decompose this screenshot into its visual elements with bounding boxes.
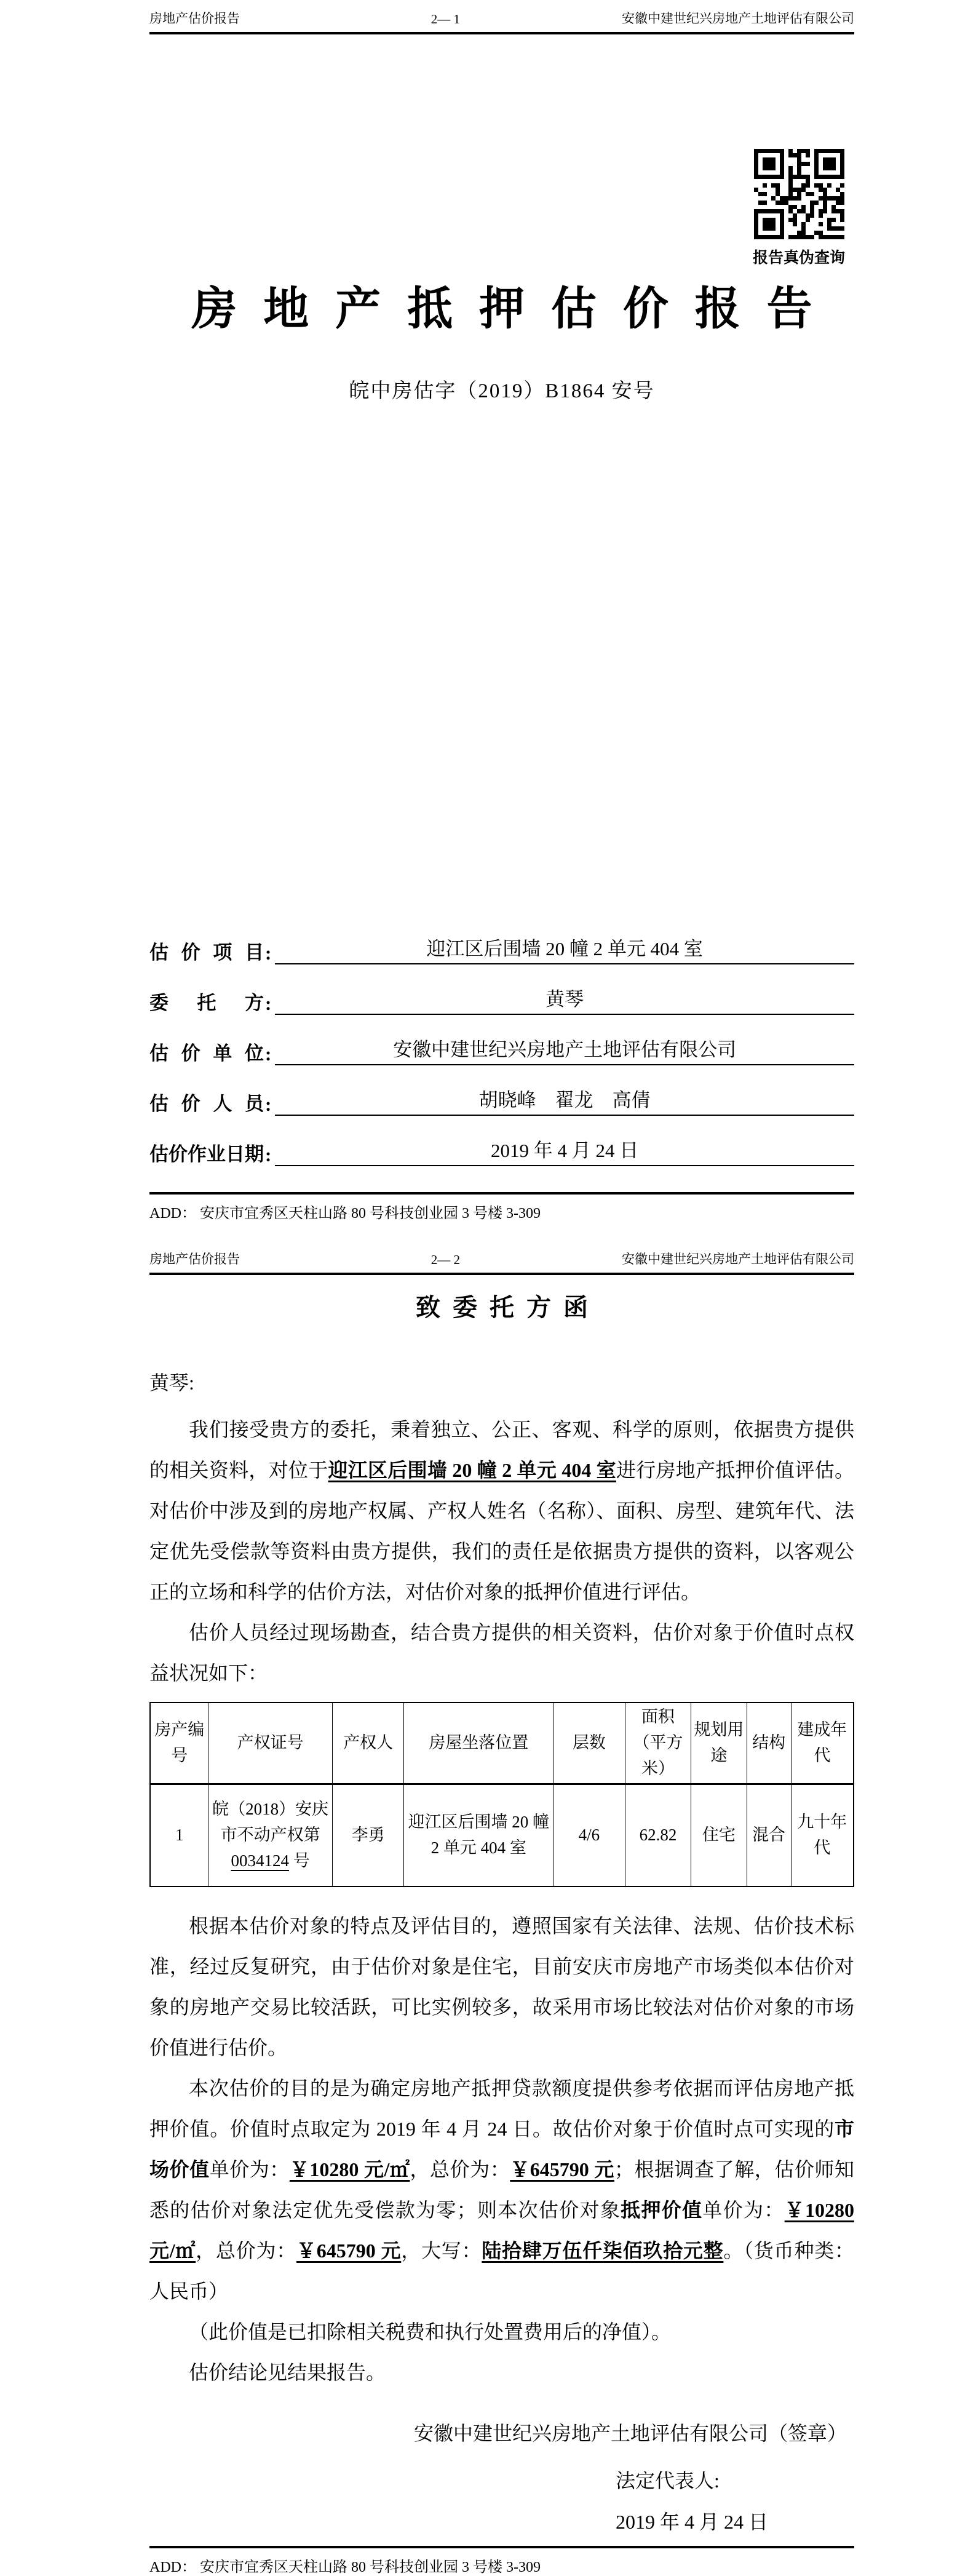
footer-address: ADD： 安庆市宜秀区天柱山路 80 号科技创业园 3 号楼 3-309 xyxy=(149,1206,541,1222)
paragraph-2: 估价人员经过现场勘查，结合贵方提供的相关资料，估价对象于价值时点权益状况如下： xyxy=(149,1621,854,1685)
page1-footer xyxy=(149,1192,854,1222)
th-property-no: 房产编号 xyxy=(150,1703,208,1784)
th-owner: 产权人 xyxy=(332,1703,404,1784)
cell-property-no: 1 xyxy=(150,1784,208,1886)
th-planned-use: 规划用途 xyxy=(691,1703,747,1784)
letter-body xyxy=(149,1362,854,2393)
field-label: 估价人员 xyxy=(149,1093,264,1115)
salutation: 黄琴: xyxy=(149,1372,194,1394)
field-value: 迎江区后围墙 20 幢 2 单元 404 室 xyxy=(275,933,854,964)
signature-company: 安徽中建世纪兴房地产土地评估有限公司（签章） xyxy=(413,2422,847,2444)
paragraph-3: 根据本估价对象的特点及评估目的，遵照国家有关法律、法规、估价技术标准，经过反复研究，由于估价对象是住宅，目前安庆市房地产市场类似本估价对象的房地产交易比较活跃，可比实例较多，故采用市场比较法对估价对象的市场价值进行估价。 xyxy=(149,1914,854,2059)
field-label: 估价项目 xyxy=(149,942,264,964)
page1-header xyxy=(149,9,854,34)
field-label: 估价作业日期 xyxy=(149,1143,264,1166)
header-company-name: 安徽中建世纪兴房地产土地评估有限公司 xyxy=(622,1252,854,1267)
field-colon: : xyxy=(265,942,272,964)
header-doc-title: 房地产估价报告 xyxy=(149,1252,240,1267)
field-colon: : xyxy=(265,1043,272,1065)
field-value: 2019 年 4 月 24 日 xyxy=(275,1135,854,1166)
field-label: 委托方 xyxy=(149,992,264,1014)
paragraph-1: 我们接受贵方的委托，秉着独立、公正、客观、科学的原则，依据贵方提供的相关资料，对位于迎江区后围墙 20 幢 2 单元 404 室进行房地产抵押价值评估。对估价中涉及到的房地产权属、产权人姓名（名称）、面积、房型、建筑年代、法定优先受偿款等资料由贵方提供，我们的责任是依据贵方提供的资料，以客观公正的立场和科学的估价方法，对估价对象的抵押价值进行评估。 xyxy=(149,1418,854,1604)
field-row-date xyxy=(149,1116,854,1166)
cell-cert-no: 皖（2018）安庆市不动产权第 0034124 号 xyxy=(208,1784,332,1886)
field-colon: : xyxy=(265,1094,272,1116)
field-colon: : xyxy=(265,1144,272,1166)
th-location: 房屋坐落位置 xyxy=(404,1703,553,1784)
legal-rep-label: 法定代表人: xyxy=(616,2469,720,2492)
header-doc-title: 房地产估价报告 xyxy=(149,11,240,26)
th-year-built: 建成年代 xyxy=(791,1703,854,1784)
paragraph-5: （此价值是已扣除相关税费和执行处置费用后的净值）。 xyxy=(189,2320,672,2343)
field-value: 黄琴 xyxy=(275,984,854,1015)
qr-verification-block xyxy=(750,149,848,268)
th-floors: 层数 xyxy=(553,1703,625,1784)
page2-footer xyxy=(149,2546,854,2576)
appraisal-table xyxy=(149,1702,854,1887)
th-area: 面积（平方米） xyxy=(625,1703,691,1784)
field-row-client xyxy=(149,964,854,1015)
qr-caption: 报告真伪查询 xyxy=(752,250,845,266)
cover-fields xyxy=(149,914,854,1166)
page-number: 2— 2 xyxy=(430,1252,460,1268)
cell-owner: 李勇 xyxy=(332,1784,404,1886)
cell-year-built: 九十年代 xyxy=(791,1784,854,1886)
letter-title: 致委托方函 xyxy=(416,1294,600,1322)
table-header-row xyxy=(150,1703,854,1784)
header-company-name: 安徽中建世纪兴房地产土地评估有限公司 xyxy=(622,11,854,26)
th-cert-no: 产权证号 xyxy=(208,1703,332,1784)
field-value: 胡晓峰 翟龙 高倩 xyxy=(275,1084,854,1116)
field-label: 估价单位 xyxy=(149,1043,264,1065)
th-structure: 结构 xyxy=(747,1703,791,1784)
signature-date: 2019 年 4 月 24 日 xyxy=(616,2510,769,2533)
cell-area: 62.82 xyxy=(625,1784,691,1886)
field-row-project xyxy=(149,914,854,964)
cell-planned-use: 住宅 xyxy=(691,1784,747,1886)
cell-floors: 4/6 xyxy=(553,1784,625,1886)
report-title: 房地产抵押估价报告 xyxy=(191,284,839,335)
page2-header xyxy=(149,1249,854,1275)
footer-address: ADD： 安庆市宜秀区天柱山路 80 号科技创业园 3 号楼 3-309 xyxy=(149,2559,541,2575)
qr-code xyxy=(754,149,844,239)
paragraph-6: 估价结论见结果报告。 xyxy=(189,2361,386,2383)
report-number: 皖中房估字（2019）B1864 安号 xyxy=(349,380,655,403)
field-colon: : xyxy=(265,993,272,1015)
field-value: 安徽中建世纪兴房地产土地评估有限公司 xyxy=(275,1034,854,1065)
field-row-agency xyxy=(149,1015,854,1065)
page-number: 2— 1 xyxy=(430,12,460,26)
field-row-appraisers xyxy=(149,1065,854,1116)
table-data-row xyxy=(150,1784,854,1886)
cell-structure: 混合 xyxy=(747,1784,791,1886)
cell-location: 迎江区后围墙 20 幢 2 单元 404 室 xyxy=(404,1784,553,1886)
paragraph-4: 本次估价的目的是为确定房地产抵押贷款额度提供参考依据而评估房地产抵押价值。价值时点取定为 2019 年 4 月 24 日。故估价对象于价值时点可实现的市场价值单价为：￥10280 元/㎡，总价为：￥645790 元；根据调查了解，估价师知悉的估价对象法定优先受偿款为零；则本次估价对象抵押价值单价为：￥10280 元/㎡，总价为：￥645790 元，大写：陆拾肆万伍仟柒佰玖拾元整。（货币种类：人民币） xyxy=(149,2077,854,2302)
